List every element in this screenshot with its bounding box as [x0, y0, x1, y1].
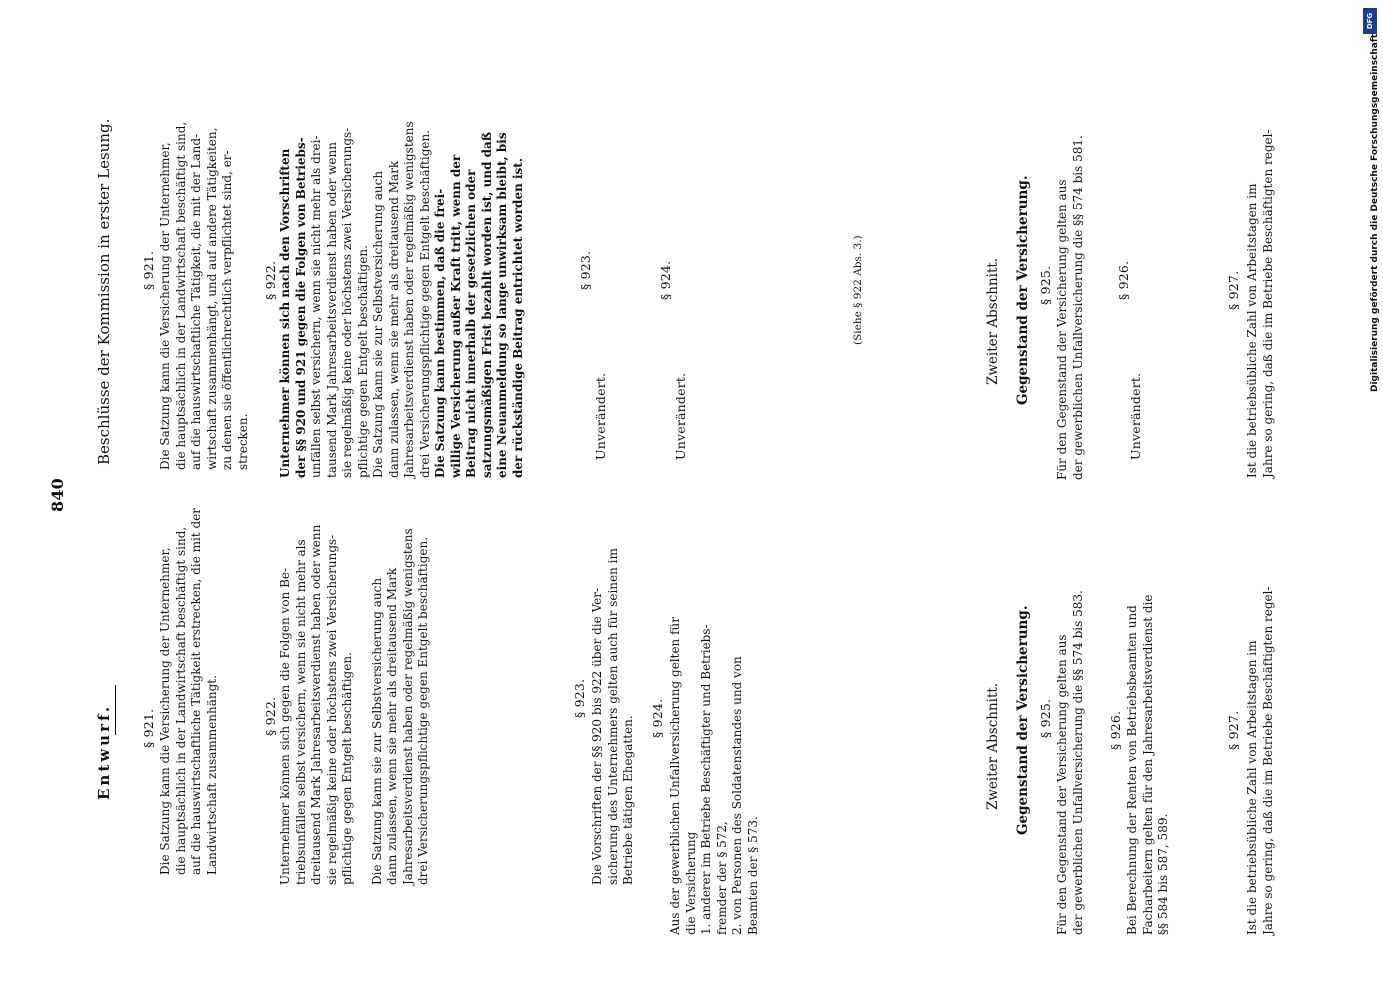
text-line: auf die hauswirtschaftliche Tätigkeit, die mit der Land- — [189, 133, 203, 470]
text-line: Jahresarbeitsverdienst haben oder regelmäßig wenigstens — [402, 121, 416, 478]
text-line: wirtschaft zusammenhängt, und auf andere Tätigkeiten, — [204, 127, 219, 470]
text-line: der rückständige Beitrag entrichtet worden ist. — [510, 157, 525, 478]
left-s925-num: § 925. — [1038, 698, 1053, 738]
left-s924-num: § 924. — [650, 698, 665, 738]
right-s923-text: Unverändert. — [593, 372, 608, 460]
left-s922-text — [278, 525, 432, 885]
left-s923-text — [590, 548, 637, 885]
text-line: Die Satzung kann sie zur Selbstversicherung auch — [371, 170, 385, 478]
text-line: Unternehmer können sich nach den Vorschriften — [278, 148, 292, 478]
text-line: der gewerblichen Unfallversicherung die §§ 574 bis 583. — [1070, 590, 1085, 935]
left-s921-num: § 921. — [141, 708, 156, 748]
right-s921-num: § 921. — [141, 250, 156, 290]
text-line: willige Versicherung außer Kraft tritt, wenn der — [448, 154, 463, 478]
text-line: die hauptsächlich in der Landwirtschaft beschäftigt sind, — [173, 526, 188, 875]
left-heading: Entwurf. — [95, 703, 113, 800]
right-s921-text — [158, 122, 251, 470]
text-line: pflichtige gegen Entgelt beschäftigen. — [340, 652, 354, 885]
text-line: Jahresarbeitsverdienst haben oder regelmäßig wenigstens — [400, 528, 415, 885]
left-abschnitt: Zweiter Abschnitt. — [985, 682, 1001, 810]
left-s923-num: § 923. — [572, 678, 587, 718]
left-s927-text — [1245, 586, 1276, 935]
text-line: Für den Gegenstand der Versicherung gelten aus — [1055, 634, 1069, 935]
text-line: drei Versicherungspflichtige gegen Entgelt beschäftigen. — [417, 129, 432, 478]
text-line: Die Vorschriften der §§ 920 bis 922 über die Ver- — [590, 587, 604, 885]
right-s922-text — [278, 121, 526, 478]
right-s924-text: Unverändert. — [673, 372, 688, 460]
left-s926-text — [1125, 594, 1172, 935]
text-line: Die Satzung kann die Versicherung der Unternehmer, — [158, 142, 172, 470]
right-s922-num: § 922. — [263, 260, 278, 300]
text-line: auf die hauswirtschaftliche Tätigkeit erstrecken, die mit der — [189, 508, 203, 875]
text-line: sicherung des Unternehmers gelten auch für seinen im — [605, 548, 620, 885]
dfg-logo: DFG — [1363, 8, 1377, 34]
right-s924-num: § 924. — [658, 260, 673, 300]
text-line: Die Satzung kann sie zur Selbstversicherung auch — [369, 577, 384, 885]
text-line: drei Versicherungspflichtige gegen Entgelt beschäftigen. — [416, 536, 430, 885]
left-gegenstand: Gegenstand der Versicherung. — [1015, 605, 1031, 835]
text-line: der gewerblichen Unfallversicherung die §§ 574 bis 581. — [1070, 135, 1085, 480]
text-line: zu denen sie öffentlichrechtlich verpflichtet sind, er- — [220, 150, 234, 470]
right-gegenstand: Gegenstand der Versicherung. — [1015, 175, 1031, 405]
text-line: Jahre so gering, daß die im Betriebe Beschäftigten regel- — [1260, 129, 1275, 478]
right-s923-num: § 923. — [578, 250, 593, 290]
text-line: Facharbeitern gelten für den Jahresarbeitsverdienst die — [1140, 594, 1155, 935]
text-line: sie regelmäßig keine oder höchstens zwei Versicherungs- — [340, 127, 354, 478]
left-s924-text — [668, 617, 761, 935]
left-s925-text — [1055, 590, 1086, 935]
text-line: dann zulassen, wenn sie mehr als dreitausend Mark — [385, 567, 399, 885]
right-heading: Beschlüsse der Kommission in erster Lesung. — [95, 118, 113, 465]
heading-rule — [115, 685, 116, 735]
text-line: Betriebe tätigen Ehegatten. — [621, 715, 635, 885]
right-s925-num: § 925. — [1038, 265, 1053, 305]
text-line: Unternehmer können sich gegen die Folgen von Be- — [278, 567, 292, 885]
left-s921-text — [158, 508, 220, 875]
text-line: Die Satzung kann die Versicherung der Unternehmer, — [158, 547, 172, 875]
right-s925-text — [1055, 135, 1086, 480]
right-abschnitt: Zweiter Abschnitt. — [985, 257, 1001, 385]
text-line: sie regelmäßig keine oder höchstens zwei Versicherungs- — [324, 534, 339, 885]
text-line: §§ 584 bis 587, 589. — [1156, 813, 1170, 935]
page-number: 840 — [48, 478, 67, 512]
text-line: unfällen selbst versichern, wenn sie nicht mehr als drei- — [309, 135, 323, 478]
text-line: 2. von Personen des Soldatenstandes und von — [730, 656, 744, 935]
text-line: 1. anderer im Betriebe Beschäftigter und Betriebs- — [699, 624, 713, 935]
text-line: satzungsmäßigen Frist bezahlt worden ist, und daß — [479, 132, 494, 478]
text-line: tausend Mark Jahresarbeitsverdienst haben oder wenn — [324, 142, 339, 478]
text-line: die Versicherung — [683, 831, 698, 935]
text-line: Für den Gegenstand der Versicherung gelten aus — [1055, 179, 1069, 480]
right-s926-text: Unverändert. — [1128, 372, 1143, 460]
text-line: strecken. — [235, 413, 250, 470]
text-line: Die Satzung kann bestimmen, daß die frei- — [433, 188, 447, 478]
right-s926-num: § 926. — [1116, 260, 1131, 300]
text-line: fremder der § 572, — [714, 821, 729, 935]
text-line: triebsunfällen selbst versichern, wenn sie nicht mehr als — [293, 539, 308, 885]
text-line: Bei Berechnung der Renten von Betriebsbeamten und — [1125, 605, 1139, 935]
text-line: der §§ 920 und 921 gegen die Folgen von Betriebs- — [293, 137, 308, 478]
text-line: Jahre so gering, daß die im Betriebe Beschäftigten regel- — [1260, 586, 1275, 935]
left-s926-num: § 926. — [1108, 710, 1123, 750]
text-line: dreitausend Mark Jahresarbeitsverdienst haben oder wenn — [309, 524, 323, 885]
text-line: dann zulassen, wenn sie mehr als dreitausend Mark — [386, 160, 401, 478]
left-s927-num: § 927. — [1226, 710, 1241, 750]
right-note: (Siehe § 922 Abs. 3.) — [852, 235, 864, 345]
text-line: Beitrag nicht innerhalb der gesetzlichen oder — [464, 169, 478, 478]
left-s922-num: § 922. — [263, 696, 278, 736]
text-line: Beamten der § 573. — [745, 816, 760, 935]
dfg-footer: Digitalisierung gefördert durch die Deutsche Forschungsgemeinschaft — [1370, 33, 1380, 392]
text-line: Ist die betriebsübliche Zahl von Arbeitstagen im — [1245, 183, 1259, 478]
text-line: Ist die betriebsübliche Zahl von Arbeitstagen im — [1245, 640, 1259, 935]
text-line: pflichtige gegen Entgelt beschäftigen. — [355, 245, 370, 478]
right-s927-text — [1245, 129, 1276, 478]
text-line: Landwirtschaft zusammenhängt. — [204, 675, 219, 875]
right-s927-num: § 927. — [1226, 270, 1241, 310]
text-line: die hauptsächlich in der Landwirtschaft beschäftigt sind, — [173, 121, 188, 470]
text-line: Aus der gewerblichen Unfallversicherung gelten für — [668, 616, 682, 935]
text-line: eine Neuanmeldung so lange unwirksam bleibt, bis — [495, 132, 509, 478]
